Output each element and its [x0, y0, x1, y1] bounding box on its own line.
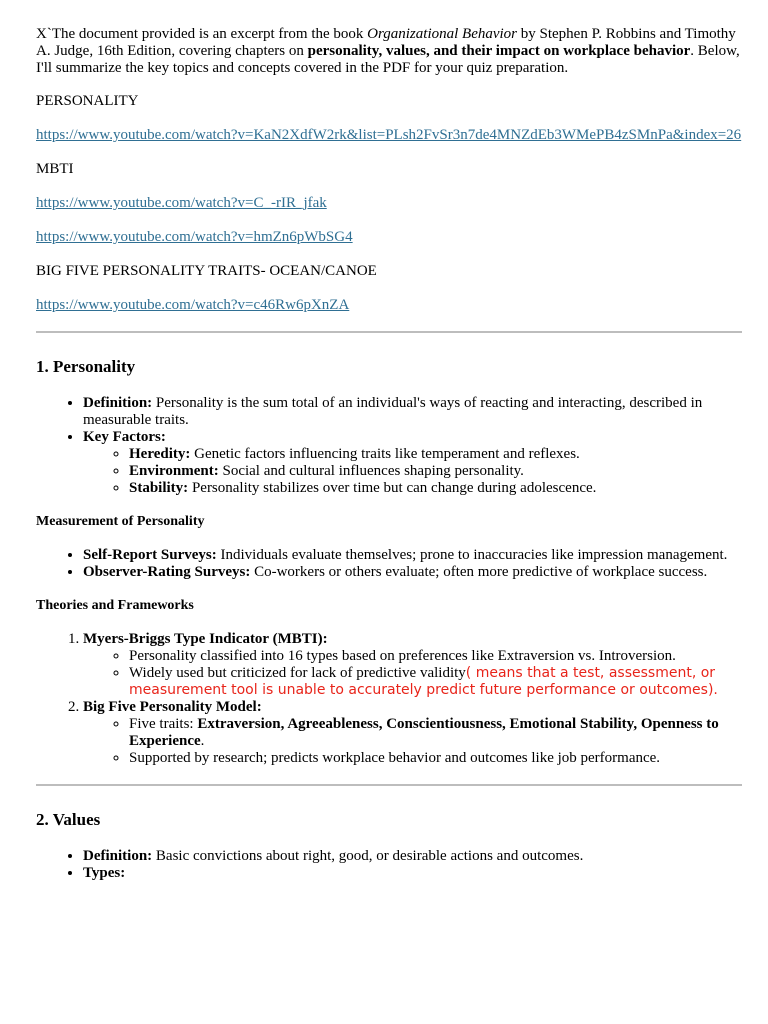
link-mbti-2-block	[36, 229, 742, 246]
divider-1	[36, 331, 742, 333]
mbti-validity-text: Widely used but criticized for lack of predictive validity	[129, 665, 466, 681]
section-2-heading: 2. Values	[36, 810, 101, 829]
factor-heredity	[129, 446, 742, 463]
intro-middle: by Stephen P. Robbins and Timothy A. Judge, 16th Edition, covering chapters on	[36, 26, 736, 59]
intro-suffix: . Below, I'll summarize the key topics and concepts covered in the PDF for your quiz preparation.	[36, 43, 740, 76]
measurement-self-report	[83, 547, 742, 564]
measurement-label: Self-Report Surveys:	[83, 547, 217, 563]
mbti-point-types: ◦ Personality classified into 16 types based on preferences like Extraversion vs. Introversion.	[129, 648, 742, 665]
factor-environment	[129, 463, 742, 480]
mbti-point-validity	[129, 665, 742, 699]
label-personality: PERSONALITY	[36, 93, 139, 109]
personality-list	[36, 395, 742, 497]
values-definition-label: Definition:	[83, 848, 153, 864]
values-definition-text: Basic convictions about right, good, or desirable actions and outcomes.	[152, 848, 584, 864]
values-list	[36, 848, 742, 882]
traits-list: Extraversion, Agreeableness, Conscientiousness, Emotional Stability, Openness to Experience	[129, 716, 719, 749]
factor-label: Environment:	[129, 463, 219, 479]
mbti-sublist	[83, 648, 742, 699]
theories-heading: Theories and Frameworks	[36, 598, 194, 613]
divider-2	[36, 784, 742, 786]
intro-paragraph	[36, 26, 742, 77]
traits-suffix: .	[200, 733, 205, 749]
label-big-five: BIG FIVE PERSONALITY TRAITS- OCEAN/CANOE	[36, 263, 377, 279]
link-mbti-1-block	[36, 195, 742, 212]
label-mbti: MBTI	[36, 161, 74, 177]
measurement-text: Individuals evaluate themselves; prone to inaccuracies like impression management.	[216, 547, 728, 563]
link-mbti-2[interactable]: https://www.youtube.com/watch?v=hmZn6pWbSG4	[36, 229, 353, 245]
definition-label: Definition:	[83, 395, 153, 411]
values-types-label: Types:	[83, 865, 126, 881]
key-factors-item	[83, 429, 742, 497]
measurement-list	[36, 547, 742, 581]
factor-text: Social and cultural influences shaping personality.	[218, 463, 524, 479]
measurement-label: Observer-Rating Surveys:	[83, 564, 251, 580]
theory-big-five	[83, 699, 742, 767]
definition-item	[83, 395, 742, 429]
factor-text: Genetic factors influencing traits like temperament and reflexes.	[190, 446, 580, 462]
document-page	[36, 26, 742, 882]
link-personality-block	[36, 127, 742, 144]
values-definition-item	[83, 848, 742, 865]
big-five-sublist	[83, 716, 742, 767]
traits-prefix: Five traits:	[129, 716, 198, 732]
link-big-five-block	[36, 297, 742, 314]
measurement-text: Co-workers or others evaluate; often more predictive of workplace success.	[250, 564, 708, 580]
link-big-five[interactable]: https://www.youtube.com/watch?v=c46Rw6pXnZA	[36, 297, 350, 313]
factor-stability	[129, 480, 742, 497]
measurement-observer-rating	[83, 564, 742, 581]
factor-label: Stability:	[129, 480, 189, 496]
definition-text: Personality is the sum total of an individual's ways of reacting and interacting, described in measurable traits.	[83, 395, 703, 428]
values-types-item	[83, 865, 742, 882]
big-five-research: ◦ Supported by research; predicts workplace behavior and outcomes like job performance.	[129, 750, 742, 767]
factor-label: Heredity:	[129, 446, 191, 462]
key-factors-label: Key Factors:	[83, 429, 166, 445]
link-personality[interactable]: https://www.youtube.com/watch?v=KaN2XdfW2rk&list=PLsh2FvSr3n7de4MNZdEb3WMePB4zSMnPa&index=26	[36, 127, 742, 143]
theory-mbti	[83, 631, 742, 699]
mbti-label: Myers-Briggs Type Indicator (MBTI):	[83, 631, 328, 647]
factor-text: Personality stabilizes over time but can change during adolescence.	[188, 480, 597, 496]
big-five-traits	[129, 716, 742, 750]
theories-list	[36, 631, 742, 767]
mbti-validity-note: ( means that a test, assessment, or measurement tool is unable to accurately predict future performance or outcomes).	[129, 665, 718, 698]
big-five-label: Big Five Personality Model:	[83, 699, 262, 715]
intro-prefix: X`The document provided is an excerpt from the book	[36, 26, 368, 42]
key-factors-sublist	[83, 446, 742, 497]
intro-bold-topic: personality, values, and their impact on workplace behavior	[307, 43, 691, 59]
link-mbti-1[interactable]: https://www.youtube.com/watch?v=C_-rIR_jfak	[36, 195, 327, 211]
book-title: Organizational Behavior	[367, 26, 518, 42]
section-1-heading: 1. Personality	[36, 357, 136, 376]
measurement-heading: Measurement of Personality	[36, 514, 205, 529]
